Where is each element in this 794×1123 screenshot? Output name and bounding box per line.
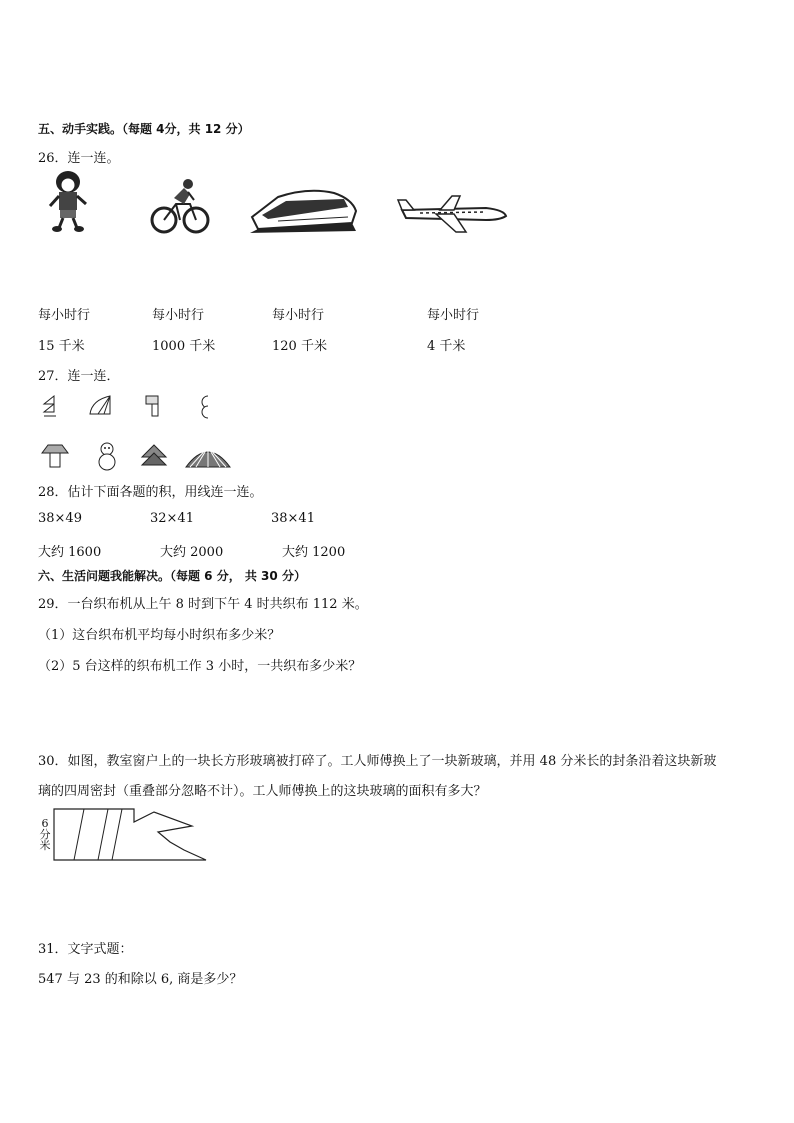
estimate: 大约 2000: [160, 545, 224, 560]
expression: 32×41: [150, 511, 194, 526]
q29-part2: （2）5 台这样的织布机工作 3 小时，一共织布多少米？: [38, 659, 362, 674]
q29-part1: （1）这台织布机平均每小时织布多少米？: [38, 628, 281, 643]
speed-value: 1000 千米: [152, 339, 216, 354]
mushroom-image: [40, 443, 70, 469]
speed-label: 每小时行: [38, 308, 91, 323]
half-mushroom-image: [144, 394, 160, 418]
q31-title: 31．文字式题：: [38, 942, 133, 957]
estimate: 大约 1600: [38, 545, 102, 560]
half-snowman-image: [196, 394, 210, 420]
q26-title: 26．连一连。: [38, 151, 120, 166]
section-5-heading: 五、动手实践。（每题 4分，共 12 分）: [38, 122, 250, 136]
snowman-image: [96, 441, 118, 471]
speed-label: 每小时行: [272, 308, 325, 323]
half-umbrella-image: [88, 394, 112, 418]
umbrella-image: [184, 443, 232, 469]
estimate: 大约 1200: [282, 545, 346, 560]
q29-stem: 29．一台织布机从上午 8 时到下午 4 时共织布 112 米。: [38, 597, 368, 612]
figure-height-label: 6 分 米: [39, 817, 51, 852]
girl-walking-image: [46, 170, 90, 232]
q30-line2: 璃的四周密封（重叠部分忽略不计）。工人师傅换上的这块玻璃的面积有多大？: [38, 784, 487, 799]
expression: 38×41: [271, 511, 315, 526]
speed-value: 120 千米: [272, 339, 327, 354]
half-triangle-stack-image: [42, 394, 58, 418]
broken-glass-figure: [54, 808, 210, 862]
section-6-heading: 六、生活问题我能解决。（每题 6 分， 共 30 分）: [38, 569, 306, 583]
q28-title: 28．估计下面各题的积，用线连一连。: [38, 485, 263, 500]
high-speed-train-image: [248, 183, 358, 233]
speed-label: 每小时行: [152, 308, 205, 323]
q31-text: 547 与 23 的和除以 6, 商是多少？: [38, 972, 243, 987]
q27-title: 27．连一连．: [38, 369, 120, 384]
speed-value: 15 千米: [38, 339, 85, 354]
speed-label: 每小时行: [427, 308, 480, 323]
triangle-tree-image: [140, 443, 168, 469]
cyclist-image: [150, 176, 210, 234]
q30-line1: 30．如图，教室窗户上的一块长方形玻璃被打碎了。工人师傅换上了一块新玻璃，并用 48 分米长的封条沿着这块新玻: [38, 754, 717, 769]
airplane-image: [396, 192, 508, 234]
expression: 38×49: [38, 511, 82, 526]
speed-value: 4 千米: [427, 339, 466, 354]
